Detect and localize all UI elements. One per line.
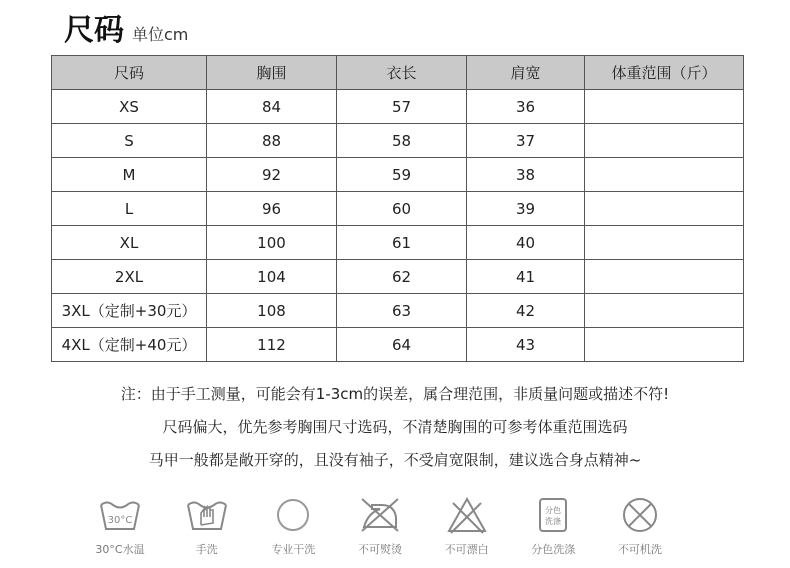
cell-length: 60: [337, 192, 467, 226]
care-label: 不可熨烫: [357, 543, 402, 556]
cell-size: S: [52, 124, 207, 158]
cell-length: 62: [337, 260, 467, 294]
care-item-wash-30: [80, 495, 160, 565]
size-table: [51, 55, 744, 362]
note-measurement-error: 注：由于手工测量，可能会有1-3cm的误差，属合理范围，非质量问题或描述不符!: [120, 385, 670, 403]
page-title: 尺码: [64, 13, 124, 48]
note-vest-advice: 马甲一般都是敞开穿的，且没有袖子，不受肩宽限制，建议选合身点精神~: [148, 451, 642, 469]
care-instructions: [80, 495, 680, 565]
separate-wash-icon: [531, 495, 575, 535]
table-header-row: [52, 56, 744, 90]
care-label: 30°C水温: [95, 543, 145, 556]
cell-size: XS: [52, 90, 207, 124]
notes-section: [0, 378, 790, 477]
cell-size: XL: [52, 226, 207, 260]
hand-wash-icon: [185, 495, 229, 535]
cell-shoulder: 37: [467, 124, 585, 158]
cell-size: L: [52, 192, 207, 226]
cell-length: 58: [337, 124, 467, 158]
cell-weight: [585, 226, 744, 260]
cell-chest: 108: [207, 294, 337, 328]
cell-size: 2XL: [52, 260, 207, 294]
cell-shoulder: 42: [467, 294, 585, 328]
care-item-no-machine-wash: [600, 495, 680, 565]
care-label: 分色洗涤: [531, 543, 576, 556]
cell-chest: 104: [207, 260, 337, 294]
cell-weight: [585, 328, 744, 362]
dry-clean-icon: [271, 495, 315, 535]
care-label: 手洗: [195, 543, 218, 556]
header-weight: 体重范围（斤）: [585, 56, 744, 90]
no-iron-icon: [358, 495, 402, 535]
cell-size: 3XL（定制+30元）: [52, 294, 207, 328]
cell-length: 57: [337, 90, 467, 124]
cell-chest: 96: [207, 192, 337, 226]
care-item-dry-clean: [253, 495, 333, 565]
cell-weight: [585, 124, 744, 158]
care-item-separate-wash: [513, 495, 593, 565]
cell-length: 61: [337, 226, 467, 260]
table-row: [52, 260, 744, 294]
table-row: [52, 328, 744, 362]
cell-shoulder: 39: [467, 192, 585, 226]
cell-shoulder: 41: [467, 260, 585, 294]
cell-chest: 112: [207, 328, 337, 362]
care-label: 不可漂白: [444, 543, 489, 556]
unit-label: 单位cm: [132, 25, 189, 44]
care-label: 专业干洗: [271, 543, 316, 556]
cell-weight: [585, 192, 744, 226]
cell-chest: 92: [207, 158, 337, 192]
cell-size: M: [52, 158, 207, 192]
care-label: 不可机洗: [617, 543, 662, 556]
header-chest: 胸围: [207, 56, 337, 90]
cell-chest: 88: [207, 124, 337, 158]
cell-weight: [585, 158, 744, 192]
cell-shoulder: 43: [467, 328, 585, 362]
cell-weight: [585, 294, 744, 328]
cell-length: 64: [337, 328, 467, 362]
cell-length: 59: [337, 158, 467, 192]
note-size-advice: 尺码偏大，优先参考胸围尺寸选码，不清楚胸围的可参考体重范围选码: [162, 418, 628, 436]
table-row: [52, 192, 744, 226]
separate-wash-text-top: 分色: [545, 506, 562, 515]
table-row: [52, 90, 744, 124]
cell-weight: [585, 260, 744, 294]
no-machine-wash-icon: [618, 495, 662, 535]
table-row: [52, 158, 744, 192]
cell-chest: 84: [207, 90, 337, 124]
cell-shoulder: 40: [467, 226, 585, 260]
table-row: [52, 226, 744, 260]
care-item-no-bleach: [427, 495, 507, 565]
cell-shoulder: 36: [467, 90, 585, 124]
header-shoulder: 肩宽: [467, 56, 585, 90]
page-header: [64, 6, 188, 50]
header-length: 衣长: [337, 56, 467, 90]
cell-size: 4XL（定制+40元）: [52, 328, 207, 362]
no-bleach-icon: [445, 495, 489, 535]
wash-30-icon: [98, 495, 142, 535]
table-row: [52, 294, 744, 328]
header-size: 尺码: [52, 56, 207, 90]
separate-wash-text-bottom: 洗涤: [545, 517, 562, 526]
table-row: [52, 124, 744, 158]
care-item-hand-wash: [167, 495, 247, 565]
cell-shoulder: 38: [467, 158, 585, 192]
wash-temp-text: 30°C: [107, 515, 133, 526]
cell-length: 63: [337, 294, 467, 328]
cell-weight: [585, 90, 744, 124]
cell-chest: 100: [207, 226, 337, 260]
care-item-no-iron: [340, 495, 420, 565]
